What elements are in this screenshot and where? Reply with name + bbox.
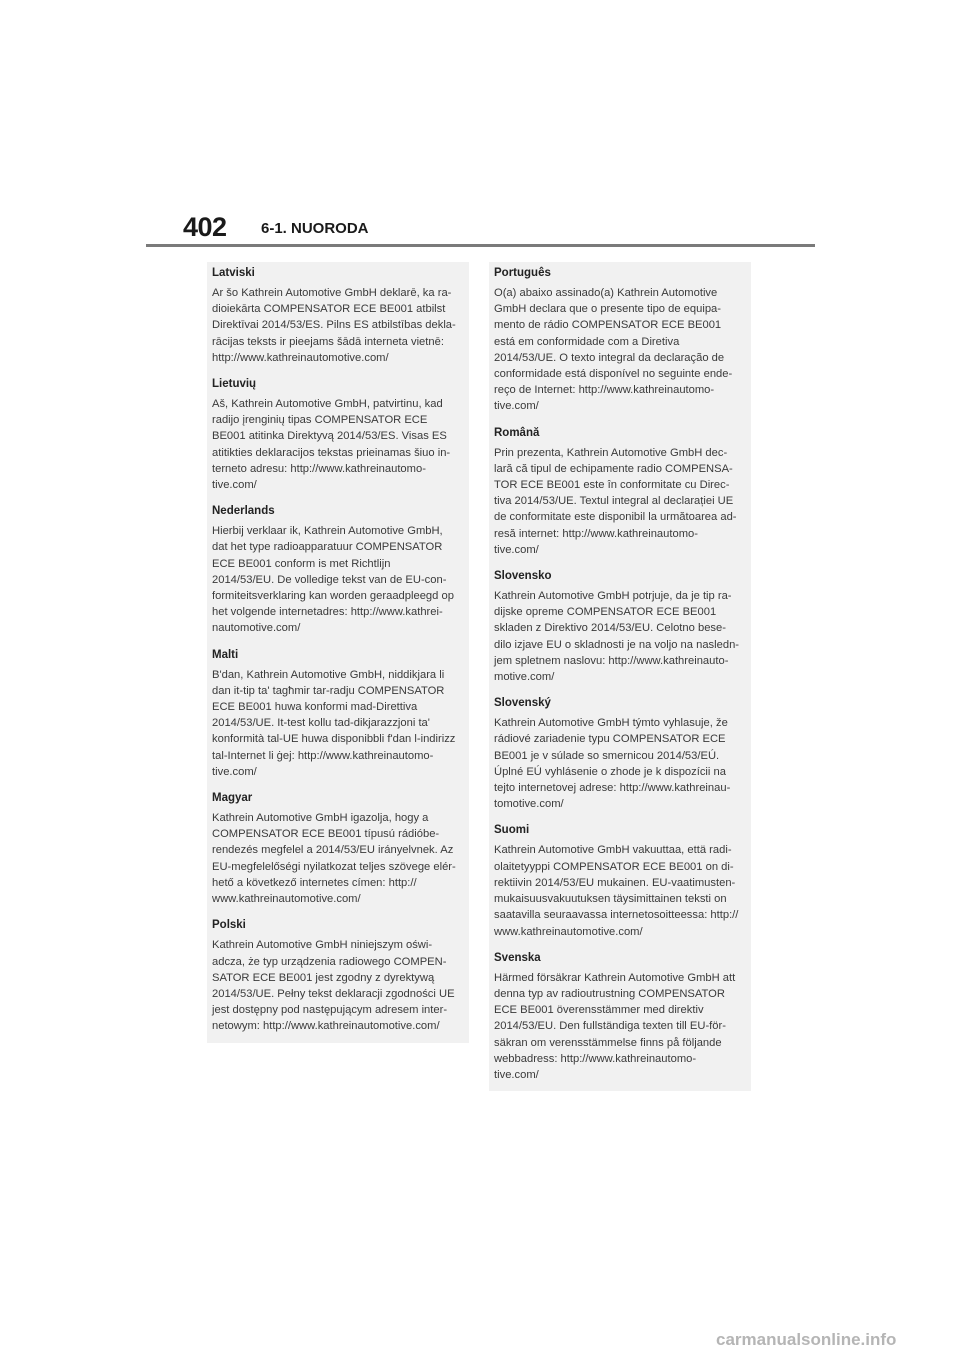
section-slovensko: [494, 569, 746, 685]
section-title: Malti: [212, 648, 239, 661]
right-column: [489, 262, 751, 1091]
section-text: Kathrein Automotive GmbH potrjuje, da je tip ra- dijske opreme COMPENSATOR ECE BE001 skladen z Direktivo 2014/53/EU. Celotno bese- dilo izjave EU o skladnosti je na voljo na nasledn- jem spletnem naslovu: http://www.kathreinauto- motive.com/: [494, 590, 740, 684]
section-slovensky: [494, 696, 746, 812]
section-text: Kathrein Automotive GmbH igazolja, hogy a COMPENSATOR ECE BE001 típusú rádióbe- rendezés megfelel a 2014/53/EU irányelvnek. Az EU-megfelelőségi nyilatkozat teljes szövege elér- hető a következő internetes címen: http:// www.kathreinautomotive.com/: [212, 812, 456, 906]
section-lietuviu: [212, 377, 464, 493]
section-text: Härmed försäkrar Kathrein Automotive GmbH att denna typ av radioutrustning COMPENSATOR ECE BE001 överensstämmer med direktiv 2014/53/EU. Den fullständiga texten till EU-för- säkran om verensstämmelse finns på följande webbadress: http://www.kathreinautomo- tive.com/: [494, 971, 736, 1081]
section-suomi: [494, 823, 746, 939]
section-latviski: [212, 266, 464, 366]
page-header: [183, 212, 815, 248]
section-text: B'dan, Kathrein Automotive GmbH, niddikjara li dan it-tip ta' tagħmir tar-radju COMPENSATOR ECE BE001 huwa konformi mad-Direttiva 2014/53/UE. It-test kollu tad-dikjarazzjoni ta' konformità tal-UE huwa disponibbli f'dan l-indirizz tal-Internet li ġej: http://www.kathreinautomo- tive.com/: [212, 668, 456, 778]
section-text: Kathrein Automotive GmbH niniejszym oświ- adcza, że typ urządzenia radiowego COMPEN- SATOR ECE BE001 jest zgodny z dyrektywą 2014/53/UE. Pełny tekst deklaracji zgodności UE jest dostępny pod następującym adresem inter- netowym: http://www.kathreinautomotive.com/: [212, 939, 455, 1033]
section-title: Svenska: [494, 951, 541, 964]
section-title: Português: [494, 267, 551, 279]
section-svenska: [494, 951, 746, 1083]
section-title: Suomi: [494, 824, 530, 837]
header-rule: [146, 244, 815, 247]
section-polski: [212, 918, 464, 1034]
section-portugues: [494, 266, 746, 415]
section-text: Ar šo Kathrein Automotive GmbH deklarē, ka ra- dioiekārta COMPENSATOR ECE BE001 atbilst Direktīvai 2014/53/ES. Pilns ES atbilstības dekla- rācijas teksts ir pieejams šādā interneta vietnē: http://www.kathreinautomotive.com/: [212, 287, 456, 364]
section-text: Kathrein Automotive GmbH týmto vyhlasuje, že rádiové zariadenie typu COMPENSATOR ECE BE001 je v súlade so smernicou 2014/53/EÚ. Úplné EÚ vyhlásenie o zhode je k dispozícii na tejto internetovej adrese: http://www.kathreinau- tomotive.com/: [494, 717, 731, 811]
section-text: Hierbij verklaar ik, Kathrein Automotive GmbH, dat het type radioapparatuur COMPENSATOR ECE BE001 conform is met Richtlijn 2014/53/EU. De volledige tekst van de EU-con- formiteitsverklaring kan worden geraadpleegd op het volgende internetadres: http://www.kathrei- nautomotive.com/: [212, 525, 454, 635]
section-text: Aš, Kathrein Automotive GmbH, patvirtinu, kad radijo įrenginių tipas COMPENSATOR ECE BE001 atitinka Direktyvą 2014/53/ES. Visas ES atitikties deklaracijos tekstas prieinamas šiuo in- terneto adresu: http://www.kathreinautomo- tive.com/: [212, 398, 451, 492]
section-title: Slovensko: [494, 570, 552, 583]
section-title: Slovenský: [494, 697, 551, 710]
section-text: Kathrein Automotive GmbH vakuuttaa, että radi- olaitetyyppi COMPENSATOR ECE BE001 on di- rektiivin 2014/53/EU mukainen. EU-vaatimusten- mukaisuusvakuutuksen täysimittainen teksti on saatavilla seuraavassa internetosoitteessa: http:// www.kathreinautomotive.com/: [494, 844, 739, 938]
section-title: Magyar: [212, 792, 253, 805]
section-title: Lietuvių: [212, 378, 257, 391]
section-title: Nederlands: [212, 505, 275, 518]
section-magyar: [212, 791, 464, 907]
section-title: Latviski: [212, 267, 255, 279]
section-title: Română: [494, 426, 540, 439]
section-malti: [212, 648, 464, 780]
chapter-title: 6-1. NUORODA: [261, 220, 369, 237]
section-nederlands: [212, 504, 464, 636]
section-romana: [494, 426, 746, 558]
section-title: Polski: [212, 919, 246, 932]
section-text: O(a) abaixo assinado(a) Kathrein Automotive GmbH declara que o presente tipo de equipa- mento de rádio COMPENSATOR ECE BE001 está em conformidade com a Diretiva 2014/53/UE. O texto integral da declaração de conformidade está disponível no seguinte ende- reço de Internet: http://www.kathreinautomo- tive.com/: [494, 287, 733, 413]
watermark: carmanualsonline.info: [716, 1330, 897, 1349]
section-text: Prin prezenta, Kathrein Automotive GmbH dec- lară că tipul de echipamente radio COMPENSA- TOR ECE BE001 este în conformitate cu Direc- tiva 2014/53/UE. Textul integral al declarației UE de conformitate este disponibil la următoarea ad- resă internet: http://www.kathreinautomo- tive.com/: [494, 446, 737, 556]
page-number: 402: [183, 212, 227, 242]
left-column: [207, 262, 469, 1043]
